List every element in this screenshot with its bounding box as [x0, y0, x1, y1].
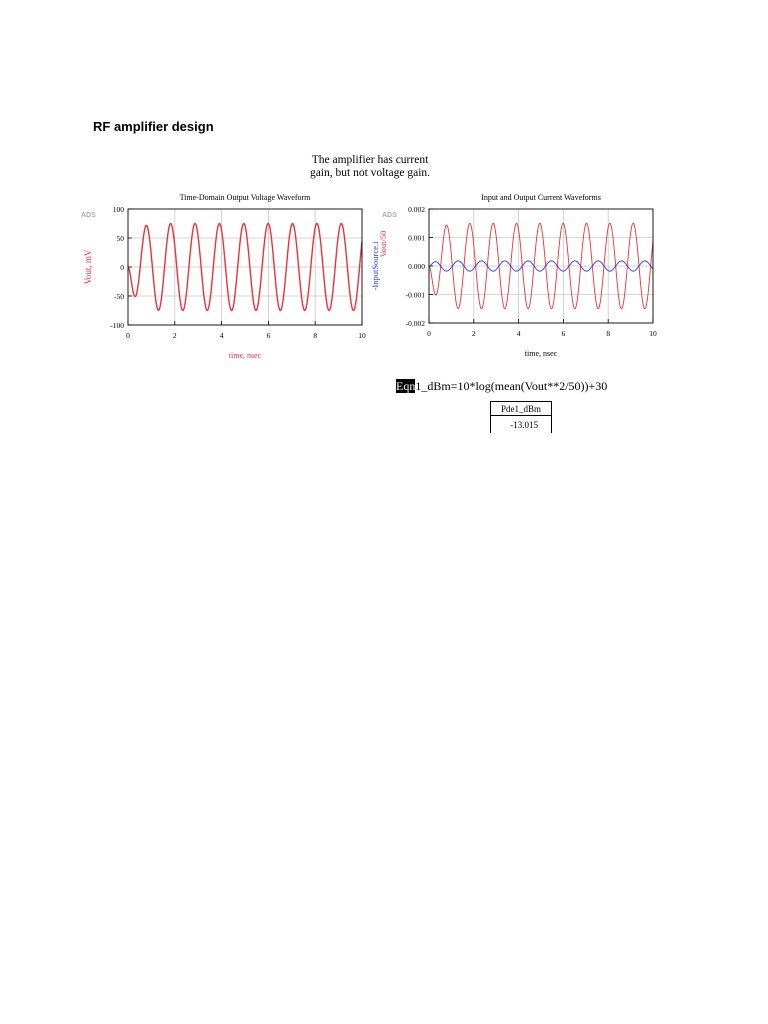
- chart1-y-tick-label: 0.001: [408, 233, 425, 243]
- result-table: [490, 401, 552, 433]
- chart0-y-tick-label: 100: [112, 205, 124, 214]
- chart1-y-tick-label: -0.001: [405, 290, 425, 300]
- chart1-x-tick-label: 2: [471, 329, 476, 338]
- chart1-x-tick-label: 6: [561, 329, 566, 338]
- chart0-x-tick-label: 6: [266, 331, 271, 340]
- chart1-y-axis-label-input: -InputSource.i: [370, 241, 380, 291]
- chart0-y-axis-label: Vout, mV: [83, 249, 93, 285]
- chart0-x-tick-label: 8: [313, 331, 318, 340]
- page-title: RF amplifier design: [93, 119, 214, 134]
- chart0-y-tick-label: 50: [116, 234, 124, 243]
- chart1-y-axis-label-output: Vout/50: [378, 230, 388, 258]
- equation-text: 1_dBm=10*log(mean(Vout**2/50))+30: [415, 379, 608, 393]
- chart1-x-axis-label: time, nsec: [524, 349, 558, 358]
- chart1-y-tick-label: 0.000: [408, 262, 425, 271]
- equation: [396, 379, 607, 394]
- chart0-x-tick-label: 4: [219, 331, 224, 340]
- chart0-ads-watermark: ADS: [81, 212, 96, 219]
- chart0-x-tick-label: 0: [126, 331, 130, 340]
- result-table-value: -13.015: [491, 416, 552, 434]
- result-table-header: Pde1_dBm: [491, 402, 552, 416]
- chart0-y-tick-label: -100: [110, 321, 124, 330]
- note-line-2: gain, but not voltage gain.: [309, 167, 431, 179]
- chart1-y-tick-label: -0.002: [405, 319, 425, 328]
- equation-highlight: Eqn: [396, 379, 416, 393]
- chart1-x-tick-label: 8: [606, 329, 611, 338]
- chart0-x-axis-label: time, nsec: [228, 351, 262, 360]
- note-line-1: The amplifier has current: [311, 154, 429, 166]
- chart1-ads-watermark: ADS: [382, 212, 397, 219]
- chart1-title: Input and Output Current Waveforms: [481, 193, 601, 202]
- chart0-y-tick-label: -50: [114, 292, 124, 301]
- chart0-y-tick-label: 0: [120, 263, 124, 272]
- chart1-x-tick-label: 10: [649, 329, 657, 338]
- chart0-x-tick-label: 10: [358, 331, 366, 340]
- chart1-x-tick-label: 4: [516, 329, 521, 338]
- chart0-x-tick-label: 2: [172, 331, 177, 340]
- chart1-y-tick-label: 0.002: [408, 205, 425, 214]
- chart0-title: Time-Domain Output Voltage Waveform: [179, 193, 311, 202]
- chart1-x-tick-label: 0: [427, 329, 431, 338]
